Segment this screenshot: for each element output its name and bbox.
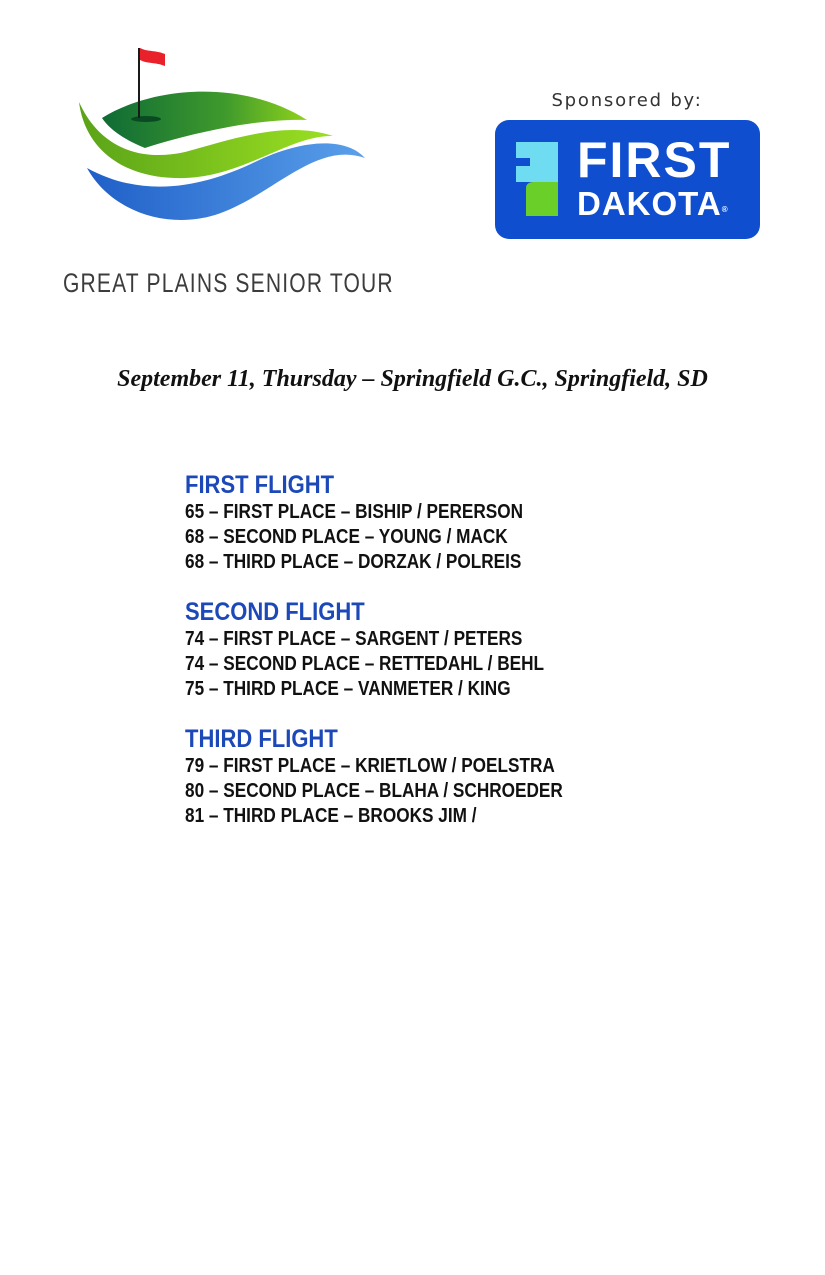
event-title: September 11, Thursday – Springfield G.C., Springfield, SD [117, 366, 708, 392]
registered-mark: ® [721, 205, 729, 214]
result-line: 65 – FIRST PLACE – BISHIP / PERERSON [185, 501, 524, 523]
result-line: 74 – FIRST PLACE – SARGENT / PETERS [185, 628, 523, 650]
sponsor-name-line1: FIRST [577, 132, 732, 188]
result-line: 68 – SECOND PLACE – YOUNG / MACK [185, 526, 508, 548]
result-line: 81 – THIRD PLACE – BROOKS JIM / [185, 805, 477, 827]
flight-title: FIRST FLIGHT [185, 471, 335, 499]
result-line: 80 – SECOND PLACE – BLAHA / SCHROEDER [185, 780, 563, 802]
result-line: 68 – THIRD PLACE – DORZAK / POLREIS [185, 551, 522, 573]
sponsor-name-line2-text: DAKOTA [577, 185, 722, 222]
flight-title: SECOND FLIGHT [185, 598, 365, 626]
first-dakota-mark-icon [512, 140, 562, 216]
sponsor-name-line2 [577, 186, 729, 222]
result-line: 79 – FIRST PLACE – KRIETLOW / POELSTRA [185, 755, 555, 777]
tour-logo [55, 40, 394, 298]
sponsor-logo [495, 120, 760, 239]
flight-third [185, 724, 785, 829]
flight-title: THIRD FLIGHT [185, 725, 338, 753]
golf-course-logo-icon [55, 40, 385, 230]
flight-first [185, 470, 785, 575]
tour-name: GREAT PLAINS SENIOR TOUR [63, 268, 394, 298]
results-section [185, 470, 785, 851]
result-line: 75 – THIRD PLACE – VANMETER / KING [185, 678, 511, 700]
sponsor-label: Sponsored by: [551, 90, 703, 111]
flight-second [185, 597, 785, 702]
result-line: 74 – SECOND PLACE – RETTEDAHL / BEHL [185, 653, 545, 675]
sponsor-block [494, 88, 760, 240]
